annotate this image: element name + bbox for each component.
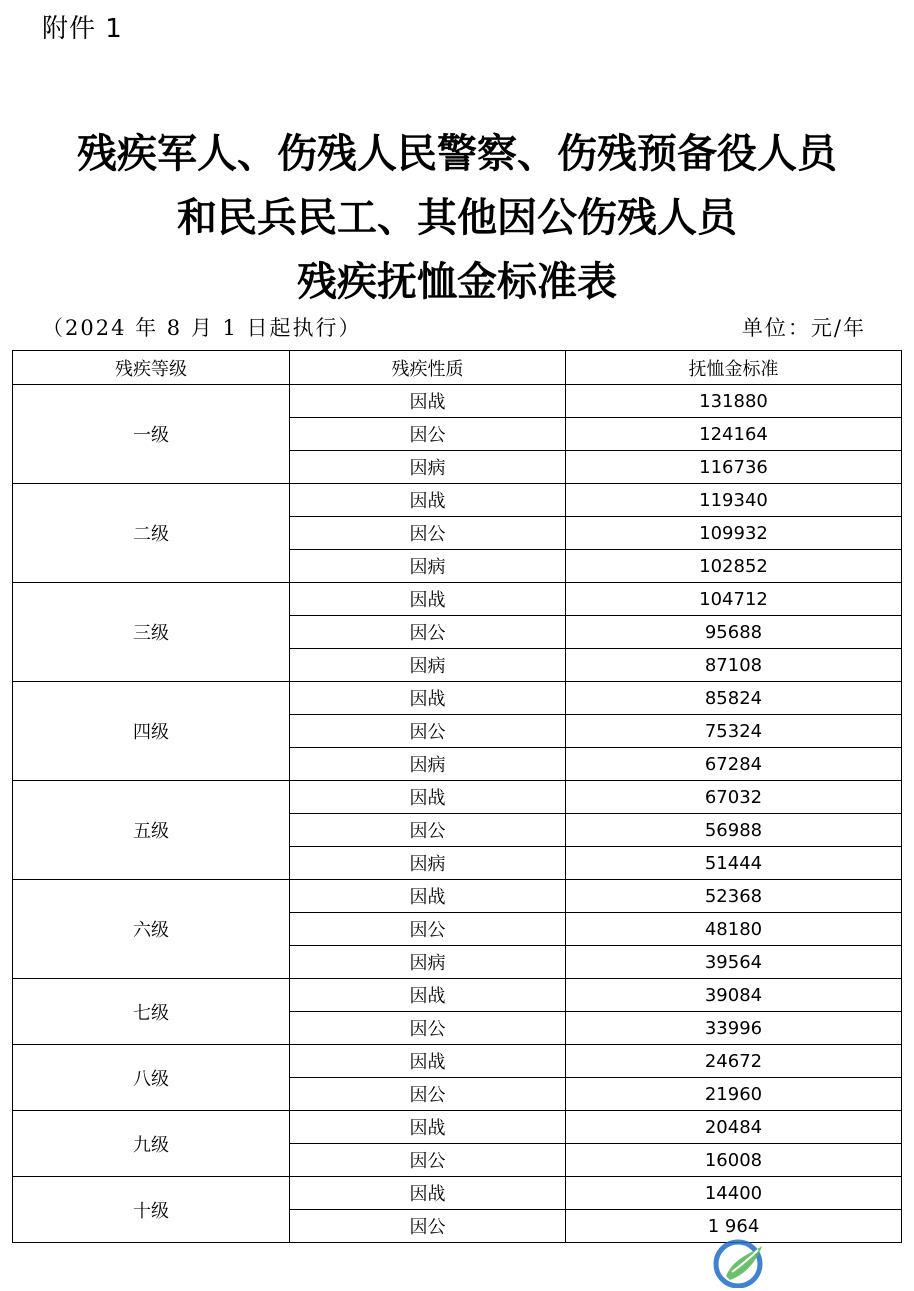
nature-cell: 因病 bbox=[290, 649, 566, 682]
amount-cell: 16008 bbox=[566, 1144, 902, 1177]
nature-cell: 因公 bbox=[290, 1078, 566, 1111]
amount-cell: 109932 bbox=[566, 517, 902, 550]
table-row bbox=[13, 583, 902, 616]
grade-cell: 四级 bbox=[13, 682, 290, 781]
nature-cell: 因病 bbox=[290, 451, 566, 484]
amount-cell: 87108 bbox=[566, 649, 902, 682]
nature-cell: 因战 bbox=[290, 1045, 566, 1078]
nature-cell: 因战 bbox=[290, 682, 566, 715]
nature-cell: 因战 bbox=[290, 484, 566, 517]
watermark-logo-icon bbox=[712, 1236, 768, 1288]
amount-cell: 51444 bbox=[566, 847, 902, 880]
pension-standard-table bbox=[12, 350, 902, 1243]
table-body bbox=[13, 385, 902, 1243]
nature-cell: 因公 bbox=[290, 814, 566, 847]
nature-cell: 因战 bbox=[290, 979, 566, 1012]
nature-cell: 因战 bbox=[290, 1177, 566, 1210]
nature-cell: 因公 bbox=[290, 418, 566, 451]
nature-cell: 因战 bbox=[290, 1111, 566, 1144]
amount-cell: 52368 bbox=[566, 880, 902, 913]
amount-cell: 24672 bbox=[566, 1045, 902, 1078]
grade-cell: 九级 bbox=[13, 1111, 290, 1177]
nature-cell: 因病 bbox=[290, 847, 566, 880]
document-title bbox=[0, 122, 914, 314]
table-row bbox=[13, 1111, 902, 1144]
table-row bbox=[13, 1177, 902, 1210]
grade-cell: 二级 bbox=[13, 484, 290, 583]
nature-cell: 因公 bbox=[290, 616, 566, 649]
amount-cell: 102852 bbox=[566, 550, 902, 583]
amount-cell: 14400 bbox=[566, 1177, 902, 1210]
title-line-2: 和民兵民工、其他因公伤残人员 bbox=[177, 195, 737, 241]
amount-cell: 85824 bbox=[566, 682, 902, 715]
nature-cell: 因公 bbox=[290, 1210, 566, 1243]
amount-cell: 116736 bbox=[566, 451, 902, 484]
grade-cell: 五级 bbox=[13, 781, 290, 880]
nature-cell: 因病 bbox=[290, 550, 566, 583]
header-nature: 残疾性质 bbox=[290, 351, 566, 385]
amount-cell: 67284 bbox=[566, 748, 902, 781]
amount-cell: 75324 bbox=[566, 715, 902, 748]
amount-cell: 56988 bbox=[566, 814, 902, 847]
amount-cell: 1 964 bbox=[566, 1210, 902, 1243]
unit-label: 单位：元/年 bbox=[741, 316, 866, 340]
attachment-label: 附件 1 bbox=[42, 14, 123, 44]
title-line-3: 残疾抚恤金标准表 bbox=[297, 259, 617, 305]
table-header-row bbox=[13, 351, 902, 385]
amount-cell: 48180 bbox=[566, 913, 902, 946]
amount-cell: 39084 bbox=[566, 979, 902, 1012]
nature-cell: 因公 bbox=[290, 1144, 566, 1177]
nature-cell: 因战 bbox=[290, 880, 566, 913]
header-grade: 残疾等级 bbox=[13, 351, 290, 385]
nature-cell: 因公 bbox=[290, 517, 566, 550]
nature-cell: 因战 bbox=[290, 583, 566, 616]
effective-date: （2024 年 8 月 1 日起执行） bbox=[42, 316, 362, 340]
table-row bbox=[13, 979, 902, 1012]
table-row bbox=[13, 682, 902, 715]
title-line-1: 残疾军人、伤残人民警察、伤残预备役人员 bbox=[77, 131, 837, 177]
table-row bbox=[13, 1045, 902, 1078]
nature-cell: 因病 bbox=[290, 946, 566, 979]
nature-cell: 因公 bbox=[290, 1012, 566, 1045]
amount-cell: 39564 bbox=[566, 946, 902, 979]
amount-cell: 124164 bbox=[566, 418, 902, 451]
amount-cell: 119340 bbox=[566, 484, 902, 517]
grade-cell: 六级 bbox=[13, 880, 290, 979]
nature-cell: 因战 bbox=[290, 781, 566, 814]
grade-cell: 八级 bbox=[13, 1045, 290, 1111]
amount-cell: 21960 bbox=[566, 1078, 902, 1111]
table-row bbox=[13, 781, 902, 814]
amount-cell: 131880 bbox=[566, 385, 902, 418]
nature-cell: 因公 bbox=[290, 913, 566, 946]
table-row bbox=[13, 880, 902, 913]
amount-cell: 95688 bbox=[566, 616, 902, 649]
table-row bbox=[13, 484, 902, 517]
grade-cell: 三级 bbox=[13, 583, 290, 682]
nature-cell: 因战 bbox=[290, 385, 566, 418]
amount-cell: 20484 bbox=[566, 1111, 902, 1144]
header-amount: 抚恤金标准 bbox=[566, 351, 902, 385]
nature-cell: 因病 bbox=[290, 748, 566, 781]
amount-cell: 67032 bbox=[566, 781, 902, 814]
grade-cell: 七级 bbox=[13, 979, 290, 1045]
amount-cell: 104712 bbox=[566, 583, 902, 616]
nature-cell: 因公 bbox=[290, 715, 566, 748]
grade-cell: 一级 bbox=[13, 385, 290, 484]
amount-cell: 33996 bbox=[566, 1012, 902, 1045]
grade-cell: 十级 bbox=[13, 1177, 290, 1243]
table-row bbox=[13, 385, 902, 418]
